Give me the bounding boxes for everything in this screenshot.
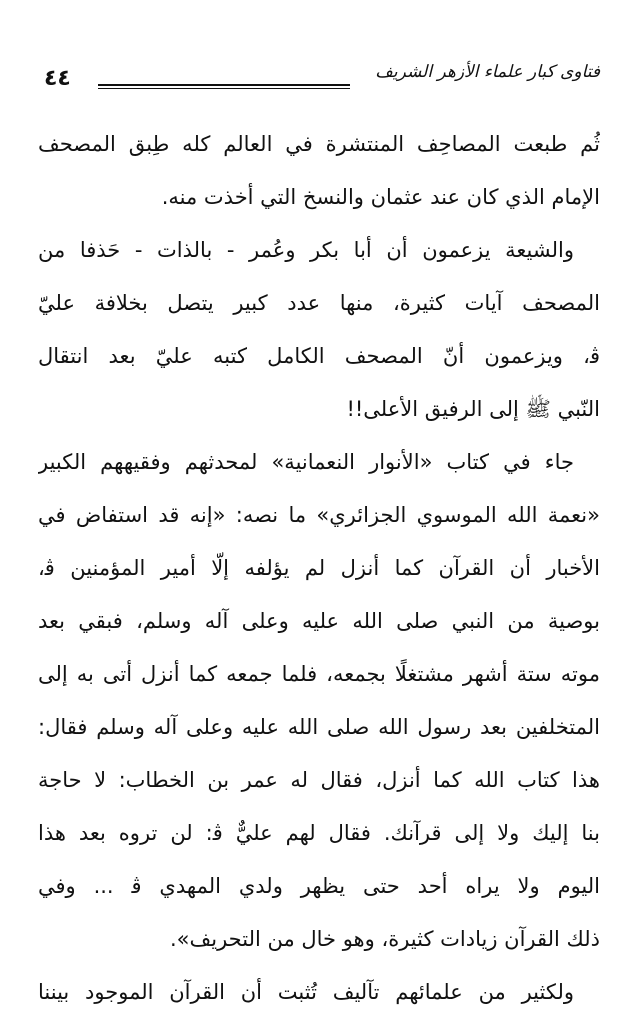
- text-line: المتخلفين بعد رسول الله صلى الله عليه وعلى آله وسلم فقال:: [38, 715, 600, 739]
- text-line: «نعمة الله الموسوي الجزائري» ما نصه: «إنه قد استفاض في: [38, 503, 600, 527]
- text-line: الإمام الذي كان عند عثمان والنسخ التي أخذت منه.: [161, 185, 600, 209]
- text-line: ﭬ، ويزعمون أنّ المصحف الكامل كتبه عليّ بعد انتقال: [38, 344, 600, 368]
- text-line: ثُم طبعت المصاحِف المنتشرة في العالم كله طِبق المصحف: [38, 132, 600, 156]
- text-line: ذلك القرآن زيادات كثيرة، وهو خال من التحريف».: [169, 927, 600, 951]
- text-line: موته ستة أشهر مشتغلًا بجمعه، فلما جمعه كما أنزل أتى به إلى: [38, 662, 600, 686]
- body-text: [38, 118, 600, 1019]
- text-line: بوصية من النبي صلى الله عليه وعلى آله وسلم، فبقي بعد: [38, 609, 600, 633]
- text-line: بنا إليك ولا إلى قرآنك. فقال لهم عليٌّ ﭬ: لن تروه بعد هذا: [38, 821, 600, 845]
- text-line: والشيعة يزعمون أن أبا بكر وعُمر - بالذات - حَذفا من: [38, 238, 574, 262]
- text-line: هذا كتاب الله كما أنزل، فقال له عمر بن الخطاب: لا حاجة: [38, 768, 600, 792]
- header-rule: [98, 84, 350, 89]
- text-line: النّبي ﷺ إلى الرفيق الأعلى!!: [346, 397, 600, 421]
- text-line: جاء في كتاب «الأنوار النعمانية» لمحدثهم وفقيههم الكبير: [38, 450, 574, 474]
- page-header: [38, 58, 600, 98]
- text-line: اليوم ولا يراه أحد حتى يظهر ولدي المهدي ﭬ ... وفي: [38, 874, 600, 898]
- text-line: ولكثير من علمائهم تآليف تُثبت أن القرآن الموجود بيننا: [38, 980, 574, 1004]
- running-book-title: فتاوى كبار علماء الأزهر الشريف: [375, 62, 600, 82]
- text-line: الأخبار أن القرآن كما أنزل لم يؤلفه إلّا أمير المؤمنين ﭬ،: [38, 556, 600, 580]
- text-line: المصحف آيات كثيرة، منها عدد كبير يتصل بخلافة عليّ: [38, 291, 600, 315]
- page-number: ٤٤: [44, 66, 71, 91]
